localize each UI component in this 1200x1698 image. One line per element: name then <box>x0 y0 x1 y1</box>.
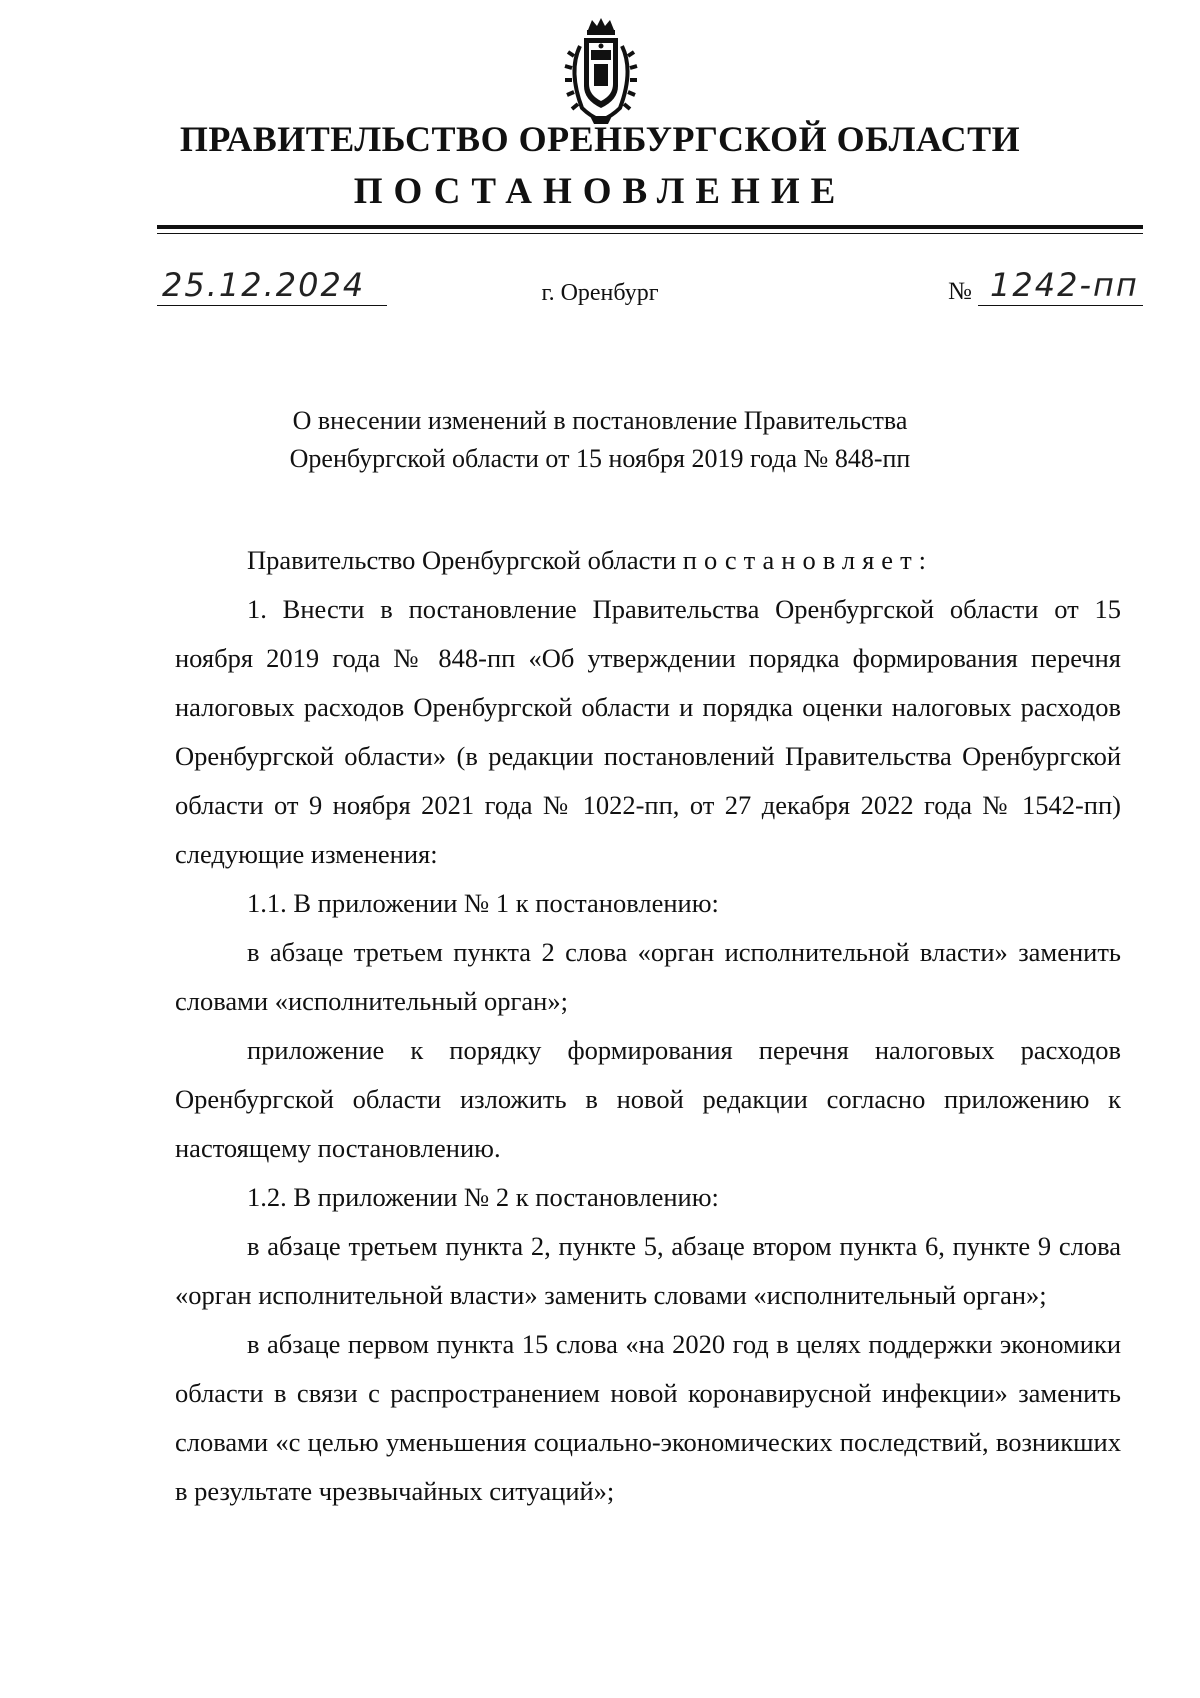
subject-line-2: Оренбургской области от 15 ноября 2019 года № 848-пп <box>289 444 911 473</box>
number-underline <box>978 305 1143 306</box>
preamble <box>175 536 1121 585</box>
header-divider-thick <box>157 225 1143 229</box>
subject-line-1: О внесении изменений в постановление Правительства <box>292 406 908 435</box>
organization-title: ПРАВИТЕЛЬСТВО ОРЕНБУРГСКОЙ ОБЛАСТИ <box>179 119 1021 159</box>
header-divider-thin <box>157 233 1143 234</box>
document-type-title: ПОСТАНОВЛЕНИЕ <box>353 171 847 212</box>
body-paragraph: в абзаце третьем пункта 2, пункте 5, абзаце втором пункта 6, пункте 9 слова «орган исполнительной власти» заменить словами «исполнительный орган»; <box>175 1231 1121 1310</box>
coat-of-arms-icon <box>560 16 642 128</box>
body-paragraph: 1.1. В приложении № 1 к постановлению: <box>247 888 719 918</box>
document-number: 1242-пп <box>990 266 1139 304</box>
document-city: г. Оренбург <box>541 280 659 306</box>
document-body <box>175 536 1121 1516</box>
document-date: 25.12.2024 <box>162 266 366 304</box>
body-paragraph: 1. Внести в постановление Правительства Оренбургской области от 15 ноября 2019 года № 848-пп «Об утверждении порядка формирования перечня налоговых расходов Оренбургской области и порядка оценки налоговых расходов Оренбургской области» (в редакции постановлений Правительства Оренбургской области от 9 ноября 2021 года № 1022-пп, от 27 декабря 2022 года № 1542-пп) следующие изменения: <box>175 594 1121 869</box>
body-paragraph: в абзаце третьем пункта 2 слова «орган исполнительной власти» заменить словами «исполнительный орган»; <box>175 937 1121 1016</box>
preamble-verb: постановляет: <box>682 545 934 575</box>
preamble-lead: Правительство Оренбургской области <box>247 545 677 575</box>
number-label: № <box>948 278 972 305</box>
body-paragraph: 1.2. В приложении № 2 к постановлению: <box>247 1182 719 1212</box>
body-paragraph: в абзаце первом пункта 15 слова «на 2020 год в целях поддержки экономики области в связи с распространением новой коронавирусной инфекции» заменить словами «с целью уменьшения социально-экономических последствий, возникших в результате чрезвычайных ситуаций»; <box>175 1329 1121 1506</box>
body-paragraph: приложение к порядку формирования перечня налоговых расходов Оренбургской области изложить в новой редакции согласно приложению к настоящему постановлению. <box>175 1035 1121 1163</box>
document-subject <box>0 402 1200 478</box>
